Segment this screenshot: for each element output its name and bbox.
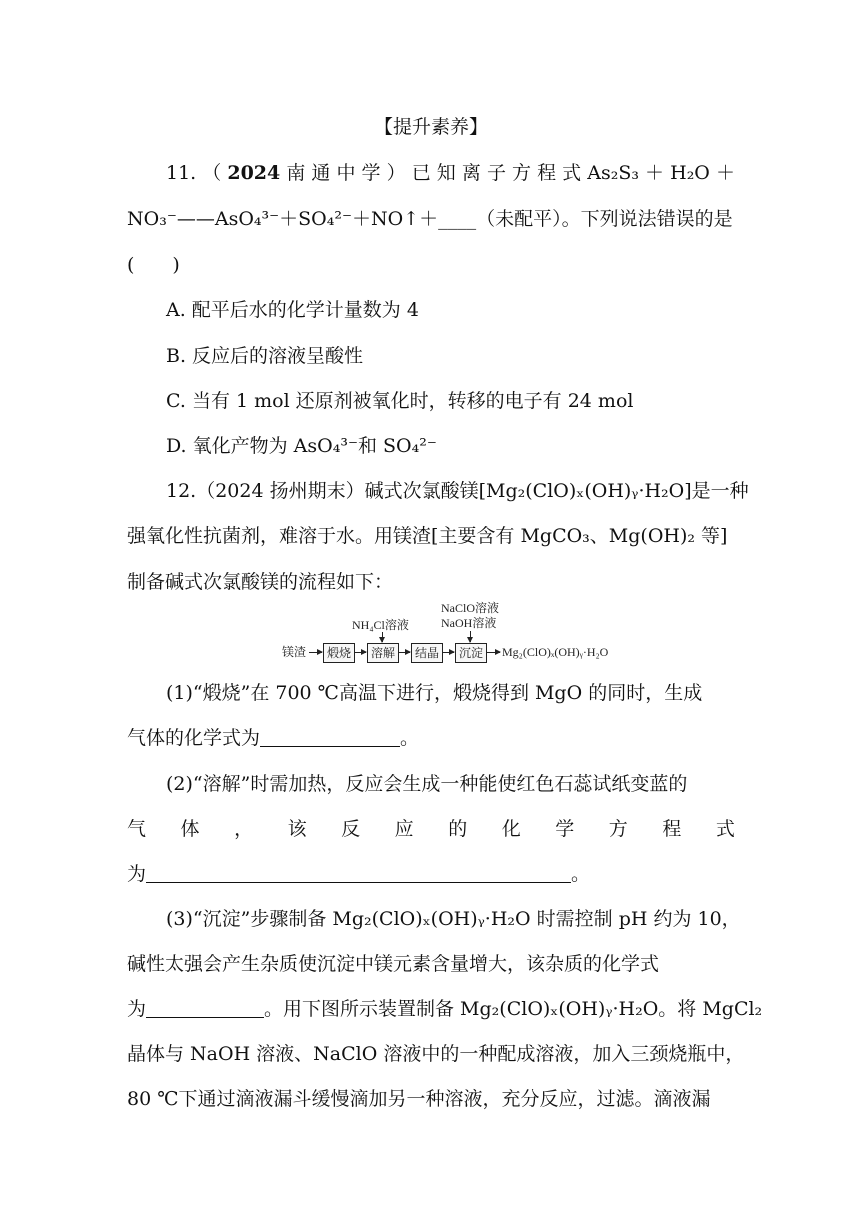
q12-line1: 12.（2024 扬州期末）碱式次氯酸镁[Mg₂(ClO)ₓ(OH)ᵧ·H₂O]是一种	[166, 480, 749, 502]
q12-part3-line1: (3)“沉淀”步骤制备 Mg₂(ClO)ₓ(OH)ᵧ·H₂O 时需控制 pH 约为 10，	[166, 908, 741, 930]
flow-arrow	[309, 652, 322, 653]
q12-part2-char: ，	[234, 818, 254, 840]
q12-part3-line4: 晶体与 NaOH 溶液、NaClO 溶液中的一种配成溶液，加入三颈烧瓶中，	[127, 1043, 745, 1065]
q11-char: H₂O	[670, 162, 710, 184]
q12-part1-end: 。	[400, 727, 420, 749]
q11-number: 11.	[166, 162, 197, 184]
answer-blank[interactable]	[260, 726, 400, 747]
q12-part2-char: 化	[501, 818, 521, 840]
q12-part2-prompt: 为	[127, 863, 147, 885]
flow-step-dissolve: 溶解	[367, 643, 399, 663]
q11-option-a: A. 配平后水的化学计量数为 4	[166, 299, 419, 321]
q12-part2-line2	[127, 815, 735, 843]
flow-arrow	[486, 652, 500, 653]
q12-part3-line5: 80 ℃下通过滴液漏斗缓慢滴加另一种溶液，充分反应，过滤。滴液漏	[127, 1088, 711, 1110]
reagent-arrow	[382, 632, 383, 642]
q12-part3-line3	[127, 995, 763, 1023]
section-title: 【提升素养】	[373, 116, 488, 138]
q12-part2-char: 气	[127, 818, 147, 840]
q11-char: 式	[562, 162, 582, 184]
reagent-naclo: NaClO溶液	[441, 601, 499, 615]
q12-part2-end: 。	[571, 863, 591, 885]
flow-step-calcine: 煅烧	[323, 643, 355, 663]
flow-start: 镁渣	[282, 645, 307, 659]
q11-char: 中	[336, 162, 356, 184]
q11-char: 程	[537, 162, 557, 184]
answer-blank[interactable]	[146, 997, 264, 1018]
reagent-arrow	[470, 631, 471, 642]
q11-option-d: D. 氧化产物为 AsO₄³⁻和 SO₄²⁻	[166, 435, 437, 457]
reagent-nh4cl: NH₄Cl溶液	[352, 618, 409, 632]
q12-line2: 强氧化性抗菌剂，难溶于水。用镁渣[主要含有 MgCO₃、Mg(OH)₂ 等]	[127, 525, 728, 547]
q11-line1	[166, 159, 735, 187]
q11-char: 子	[486, 162, 506, 184]
q12-part2-char: 学	[555, 818, 575, 840]
q12-part3-line2: 碱性太强会产生杂质使沉淀中镁元素含量增大，该杂质的化学式	[127, 953, 660, 975]
flow-step-crystallize: 结晶	[411, 643, 443, 663]
q11-char: 已	[411, 162, 431, 184]
q11-line2: NO₃⁻——AsO₄³⁻＋SO₄²⁻＋NO↑＋____（未配平）。下列说法错误的是	[127, 208, 733, 230]
flow-step-precipitate: 沉淀	[455, 643, 487, 663]
q11-char: ＋	[715, 162, 735, 184]
q11-char: As₂S₃	[587, 162, 639, 184]
q11-char: 通	[311, 162, 331, 184]
q12-line3: 制备碱式次氯酸镁的流程如下：	[127, 571, 394, 593]
q12-part2-char: 体	[180, 818, 200, 840]
q12-part2-char: 应	[394, 818, 414, 840]
flow-arrow	[354, 652, 366, 653]
flow-arrow	[398, 652, 410, 653]
q12-part3-prompt: 为	[127, 998, 147, 1020]
q12-part2-line3	[127, 860, 735, 888]
q11-char: （	[202, 162, 222, 184]
q12-part1-line1: (1)“煅烧”在 700 ℃高温下进行，煅烧得到 MgO 的同时，生成	[166, 682, 703, 704]
q11-char: 方	[512, 162, 532, 184]
q12-part3-text: 。用下图所示装置制备 Mg₂(ClO)ₓ(OH)ᵧ·H₂O。将 MgCl₂	[264, 998, 763, 1020]
q11-char: 2024	[227, 162, 281, 184]
q11-char: 离	[461, 162, 481, 184]
q11-char: 知	[436, 162, 456, 184]
q12-part1-line2	[127, 724, 735, 752]
flow-arrow	[442, 652, 454, 653]
q12-part2-line1: (2)“溶解”时需加热，反应会生成一种能使红色石蕊试纸变蓝的	[166, 773, 688, 795]
q12-part2-char: 反	[341, 818, 361, 840]
flow-product: Mg₂(ClO)ₓ(OH)ᵧ·H₂O	[502, 645, 609, 659]
q12-part2-char: 该	[287, 818, 307, 840]
q11-line3: ( )	[127, 254, 180, 276]
q11-char: ＋	[645, 162, 665, 184]
q12-part2-char: 程	[662, 818, 682, 840]
q12-part2-char: 式	[715, 818, 735, 840]
process-flow-diagram	[282, 600, 622, 670]
q12-part2-char: 的	[448, 818, 468, 840]
q11-char: 学	[361, 162, 381, 184]
q11-option-b: B. 反应后的溶液呈酸性	[166, 345, 364, 367]
q11-char: 南	[286, 162, 306, 184]
q12-part2-char: 方	[608, 818, 628, 840]
answer-blank[interactable]	[146, 862, 571, 883]
reagent-naoh: NaOH溶液	[441, 616, 497, 630]
q12-part1-prompt: 气体的化学式为	[127, 727, 261, 749]
q11-option-c: C. 当有 1 mol 还原剂被氧化时，转移的电子有 24 mol	[166, 390, 634, 412]
q11-char: ）	[386, 162, 406, 184]
